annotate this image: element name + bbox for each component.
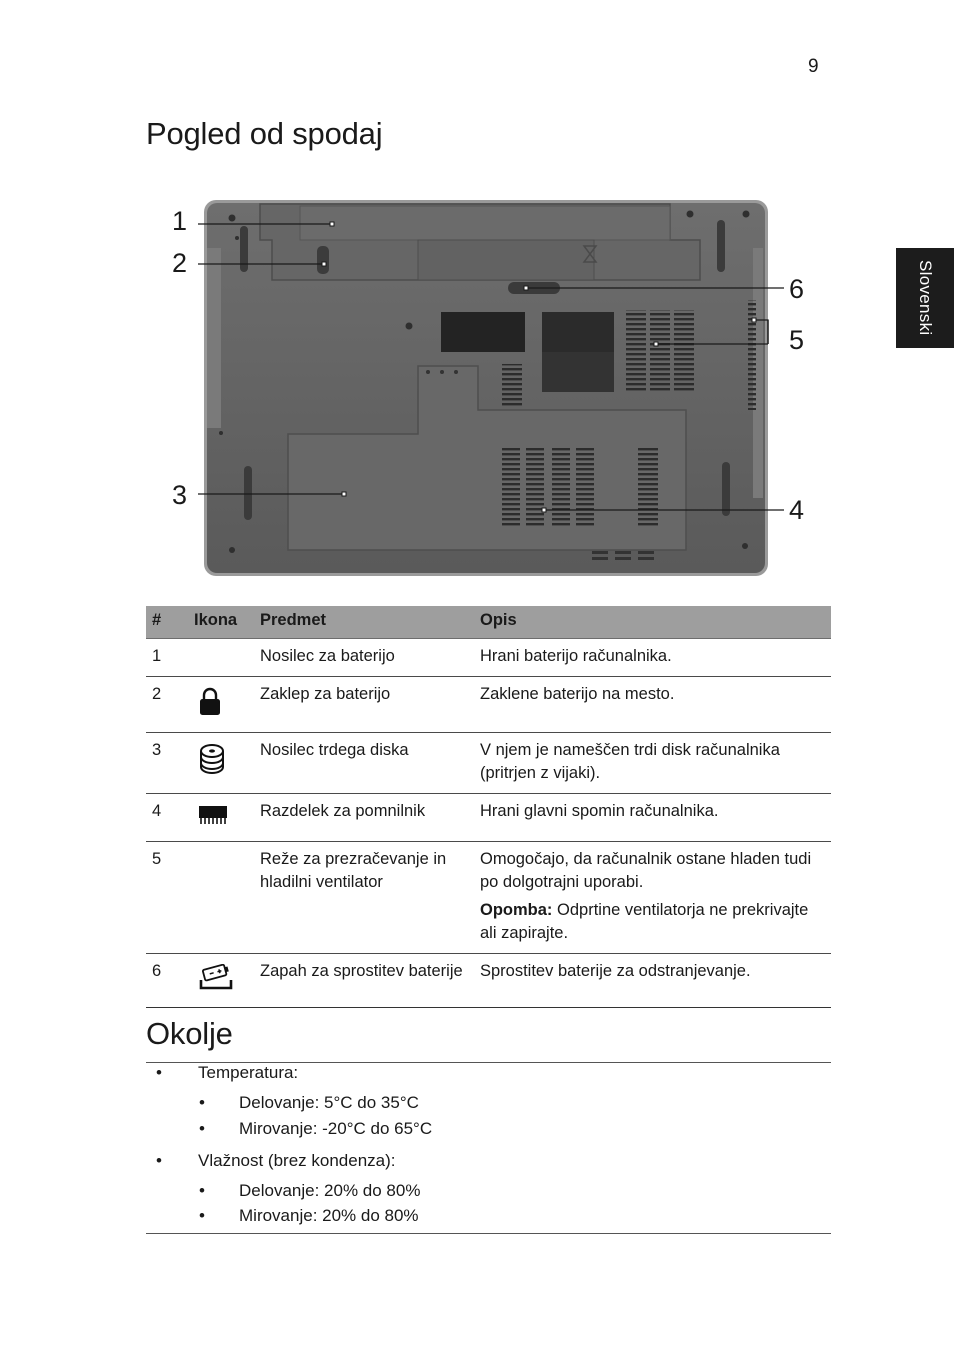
callout-6: 6 [789, 274, 805, 304]
callout-1: 1 [172, 206, 188, 236]
header-item: Predmet [254, 606, 474, 639]
row-number: 5 [146, 842, 188, 954]
table-row [146, 733, 831, 794]
row-icon [188, 842, 254, 954]
vent-note [480, 899, 825, 945]
note-text: Odprtine ventilatorja ne prekrivajte ali zapirajte. [480, 901, 809, 942]
row-item: Nosilec trdega diska [254, 733, 474, 794]
memory-module-icon [198, 804, 228, 833]
row-icon [188, 794, 254, 842]
list-subitem [199, 1119, 433, 1139]
row-description: Zaklene baterijo na mesto. [474, 677, 831, 733]
row-description: Sprostitev baterije za odstranjevanje. [474, 954, 831, 1008]
bullet: • [199, 1093, 205, 1112]
section-title-environment: Okolje [146, 1016, 233, 1051]
list-subitem-label: Delovanje: 5°C do 35°C [239, 1093, 419, 1112]
row-number: 2 [146, 677, 188, 733]
table-row [146, 677, 831, 733]
hard-disk-icon [198, 743, 226, 782]
callout-4: 4 [789, 495, 805, 525]
vent-description: Omogočajo, da računalnik ostane hladen tudi po dolgotrajni uporabi. [480, 850, 812, 891]
bullet: • [156, 1151, 162, 1170]
bullet: • [199, 1181, 205, 1200]
bullet: • [199, 1119, 205, 1138]
list-item-label: Vlažnost (brez kondenza): [198, 1151, 396, 1170]
page-number: 9 [808, 56, 819, 77]
list-item [156, 1063, 299, 1083]
callout-5: 5 [789, 325, 805, 355]
row-number: 4 [146, 794, 188, 842]
row-number: 6 [146, 954, 188, 1008]
list-subitem [199, 1093, 419, 1113]
list-item [156, 1151, 396, 1171]
battery-lock-shape [317, 246, 329, 274]
row-description [474, 842, 831, 954]
table-row [146, 794, 831, 842]
row-description: Hrani glavni spomin računalnika. [474, 794, 831, 842]
list-subitem-label: Mirovanje: 20% do 80% [239, 1206, 419, 1225]
callout-2: 2 [172, 248, 188, 278]
section-title-bottom-view: Pogled od spodaj [146, 116, 383, 151]
bullet: • [199, 1206, 205, 1225]
language-tab-label: Slovenski [916, 260, 935, 336]
table-row [146, 842, 831, 954]
row-number: 1 [146, 639, 188, 677]
list-subitem [199, 1181, 421, 1201]
row-item: Nosilec za baterijo [254, 639, 474, 677]
laptop-bottom-figure [160, 188, 820, 588]
row-icon [188, 639, 254, 677]
list-subitem-label: Delovanje: 20% do 80% [239, 1181, 421, 1200]
row-number: 3 [146, 733, 188, 794]
row-item: Reže za prezračevanje in hladilni ventilator [254, 842, 474, 954]
components-table [146, 606, 831, 1008]
row-description: V njem je nameščen trdi disk računalnika (pritrjen z vijaki). [474, 733, 831, 794]
battery-release-icon [198, 964, 234, 999]
header-description: Opis [474, 606, 831, 639]
row-icon [188, 677, 254, 733]
laptop-bottom-illustration [160, 188, 820, 588]
row-icon [188, 954, 254, 1008]
row-icon [188, 733, 254, 794]
header-number: # [146, 606, 188, 639]
row-description: Hrani baterijo računalnika. [474, 639, 831, 677]
table-row [146, 954, 831, 1008]
row-item: Zapah za sprostitev baterije [254, 954, 474, 1008]
list-subitem-label: Mirovanje: -20°C do 65°C [239, 1119, 433, 1138]
battery-lock-icon [198, 687, 222, 724]
list-item-label: Temperatura: [198, 1063, 299, 1082]
note-label: Opomba: [480, 901, 553, 919]
bullet: • [156, 1063, 162, 1082]
header-icon: Ikona [188, 606, 254, 639]
row-item: Zaklep za baterijo [254, 677, 474, 733]
row-item: Razdelek za pomnilnik [254, 794, 474, 842]
dark-panel-left [441, 312, 525, 352]
callout-3: 3 [172, 480, 188, 510]
table-row [146, 639, 831, 677]
list-subitem [199, 1206, 419, 1226]
table-header-row [146, 606, 831, 639]
environment-list [146, 1062, 831, 1234]
language-tab [896, 248, 954, 348]
